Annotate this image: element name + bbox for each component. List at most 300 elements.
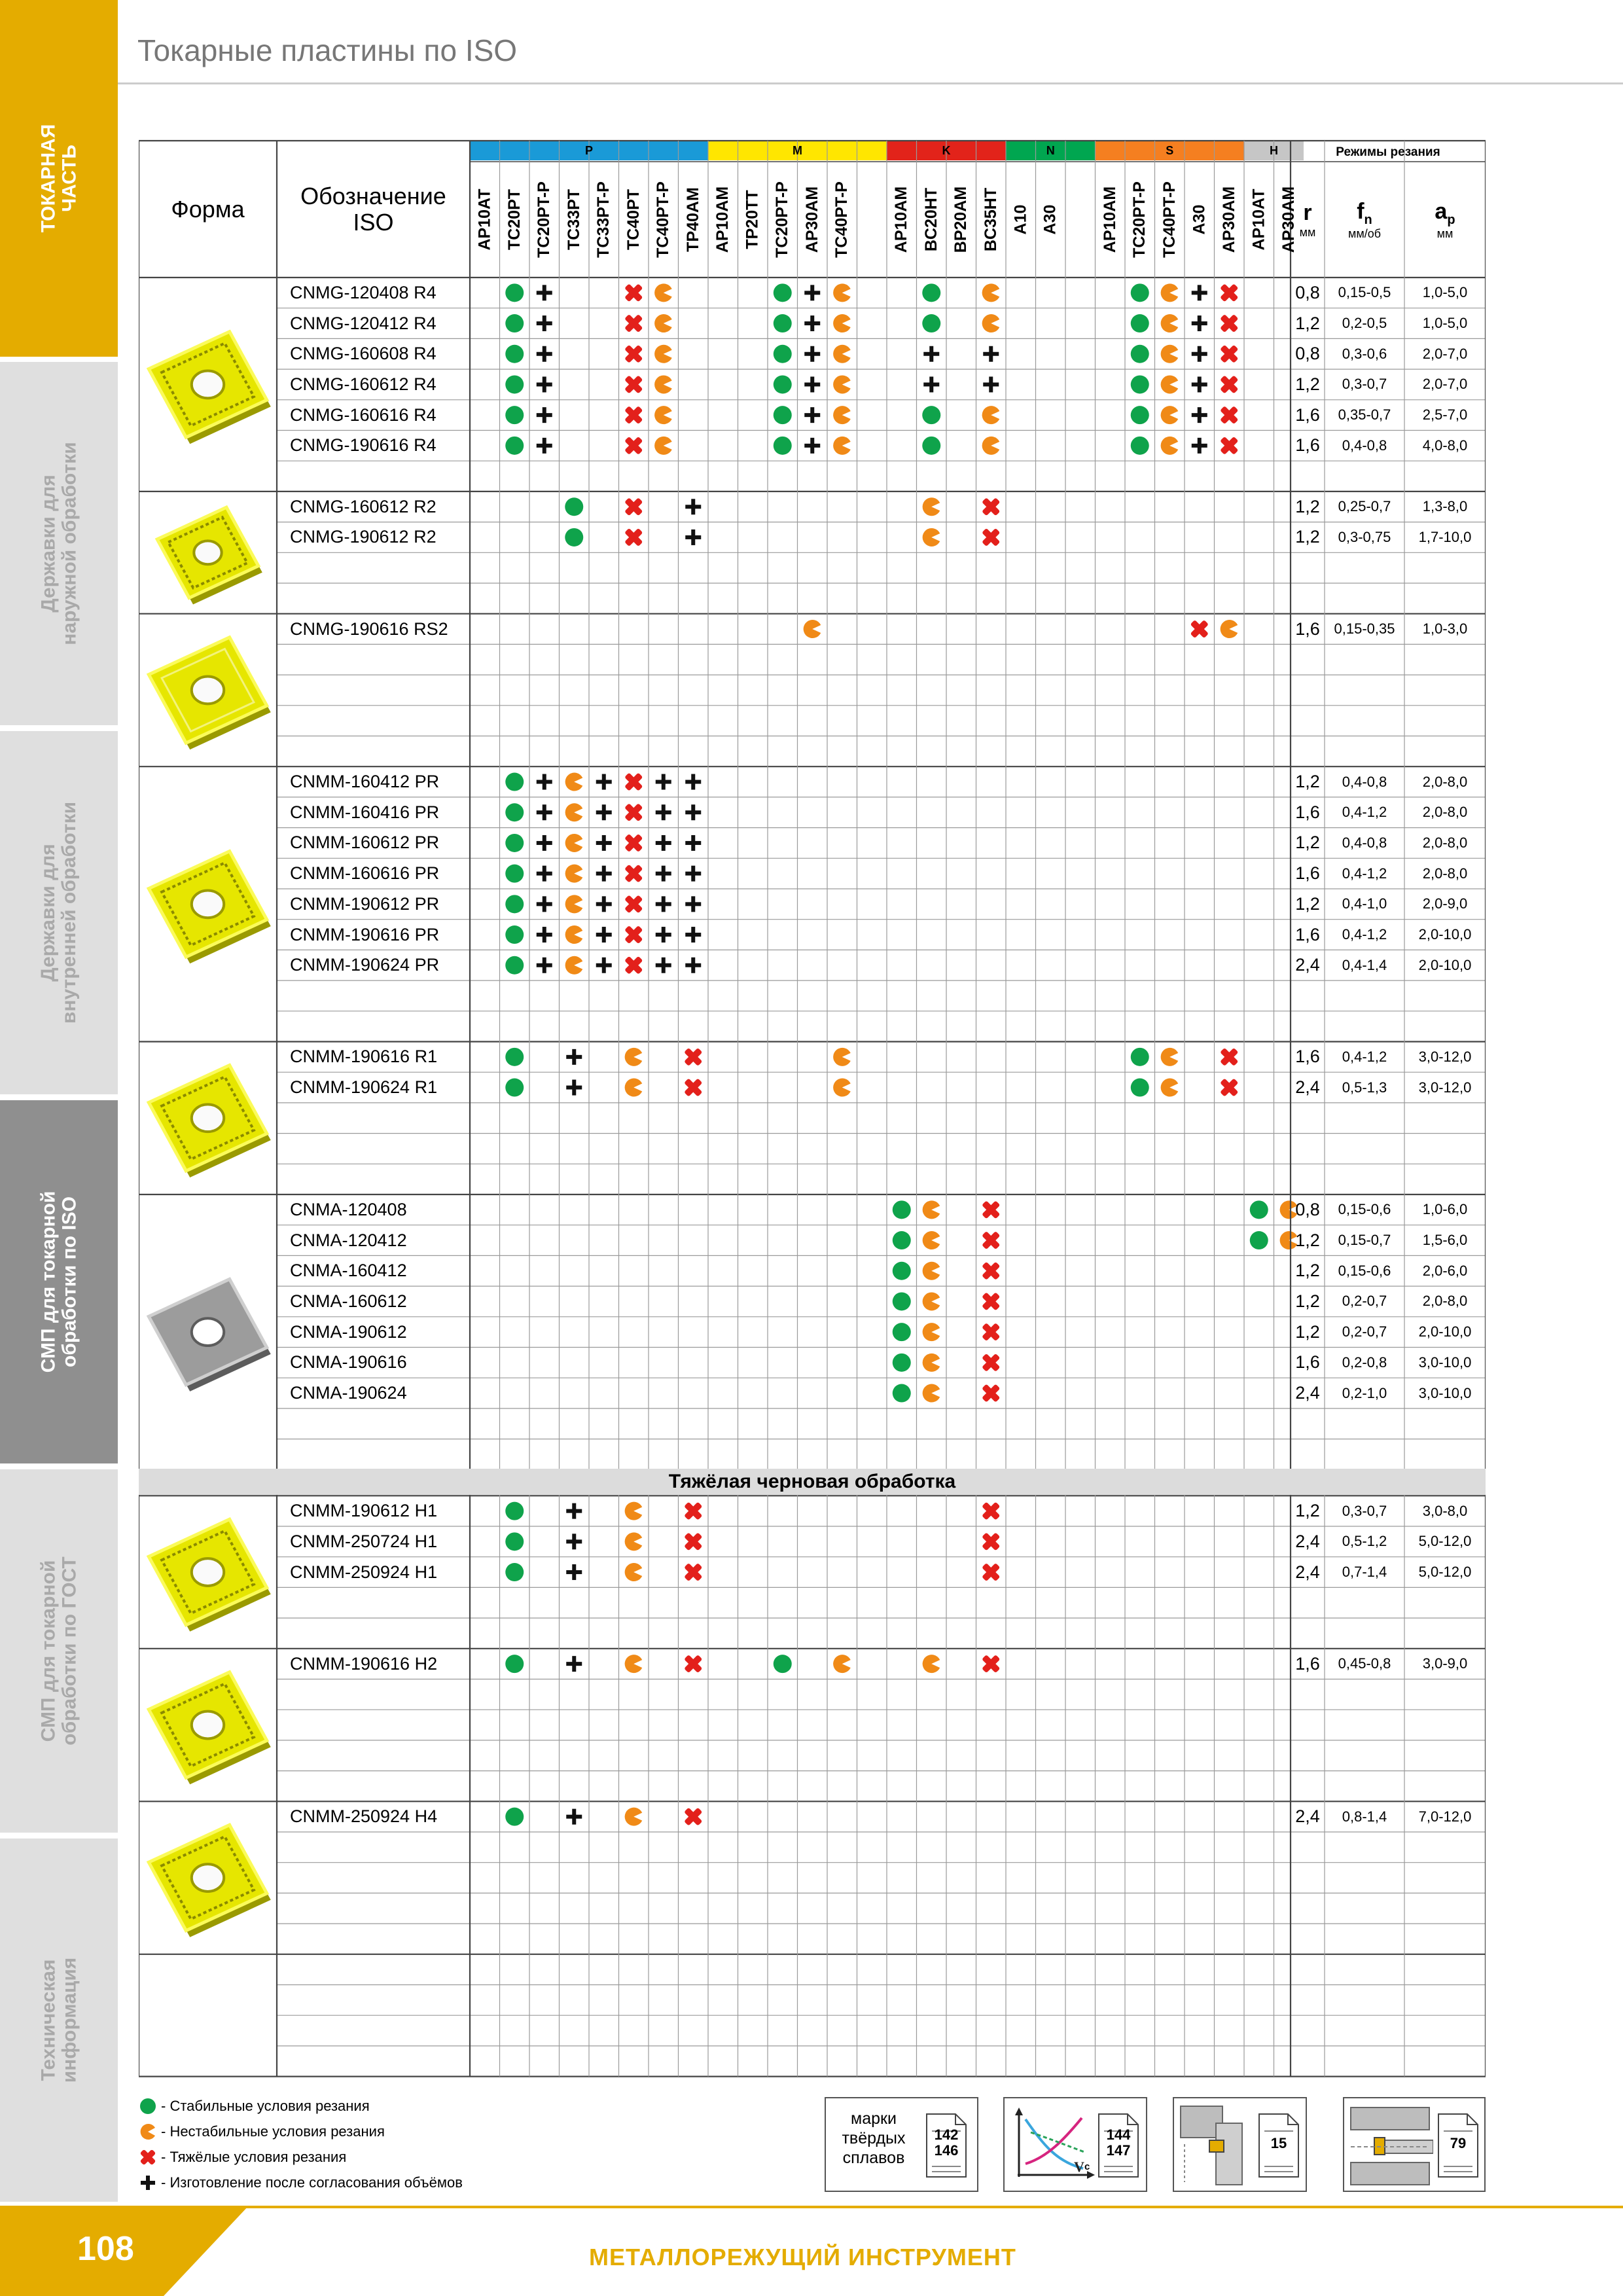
depth-of-cut-value: 1,7-10,0	[1418, 528, 1472, 545]
corner-radius-value: 1,2	[1295, 1261, 1320, 1281]
feed-value: 0,5-1,3	[1342, 1079, 1387, 1096]
grade-column-header: AP10AM	[892, 186, 911, 253]
orange-pacman-icon	[833, 345, 851, 363]
corner-radius-value: 1,6	[1295, 404, 1320, 425]
external-holder-icon	[1178, 2104, 1255, 2187]
corner-radius-value: 1,6	[1295, 1352, 1320, 1372]
feed-value: 0,7-1,4	[1342, 1564, 1387, 1581]
grade-column-header: TC20PT-P	[1130, 181, 1149, 258]
plus-icon	[1192, 315, 1207, 331]
insert-designation: CNMA-190612	[290, 1321, 407, 1342]
plus-icon	[537, 958, 552, 973]
ref-carbide-grades[interactable]	[825, 2097, 978, 2192]
insert-designation: CNMM-190624 PR	[290, 955, 440, 975]
feed-value: 0,3-0,6	[1342, 345, 1387, 362]
plus-icon	[537, 285, 552, 300]
corner-radius-value: 1,6	[1295, 619, 1320, 639]
sidebar-tab-turning[interactable]: ТОКАРНАЯ ЧАСТЬ	[0, 0, 118, 357]
chart-subscript: c	[1084, 2161, 1090, 2172]
feed-value: 0,2-0,5	[1342, 315, 1387, 332]
plus-icon	[537, 896, 552, 912]
green-circle-icon	[505, 834, 524, 852]
material-group-label: K	[942, 143, 951, 157]
corner-radius-value: 1,2	[1295, 1230, 1320, 1250]
feed-value: 0,4-0,8	[1342, 437, 1387, 454]
depth-of-cut-value: 1,3-8,0	[1422, 498, 1468, 515]
header-cutting-modes: Режимы резания	[1336, 145, 1440, 159]
green-circle-icon	[774, 375, 792, 393]
plus-icon	[685, 958, 701, 973]
feed-value: 0,4-1,2	[1342, 865, 1387, 882]
insert-designation: CNMA-160412	[290, 1261, 407, 1281]
plus-icon	[537, 866, 552, 882]
green-circle-icon	[1250, 1231, 1268, 1249]
green-circle-icon	[774, 437, 792, 455]
orange-pacman-icon	[565, 895, 583, 913]
green-circle-icon	[565, 497, 583, 516]
feed-value: 0,4-1,4	[1342, 956, 1387, 973]
footer-brand: МЕТАЛЛОРЕЖУЩИЙ ИНСТРУМЕНТ	[589, 2244, 1016, 2270]
depth-of-cut-value: 3,0-10,0	[1418, 1354, 1472, 1371]
insert-designation: CNMM-190616 R1	[290, 1047, 438, 1067]
red-cross-icon	[620, 524, 647, 551]
legend-on-request: - Изготовление после согласования объёмов	[139, 2174, 463, 2192]
ref-external-holders[interactable]	[1173, 2097, 1307, 2192]
plus-icon	[537, 835, 552, 851]
green-circle-icon	[505, 956, 524, 975]
depth-of-cut-value: 2,0-7,0	[1422, 345, 1468, 362]
page-title: Токарные пластины по ISO	[137, 33, 518, 67]
inserts-table	[139, 138, 1486, 2080]
green-circle-icon	[774, 345, 792, 363]
material-group-label: H	[1270, 143, 1278, 157]
corner-radius-value: 1,2	[1295, 1321, 1320, 1342]
orange-pacman-icon	[923, 1354, 940, 1372]
feed-value: 0,2-1,0	[1342, 1384, 1387, 1401]
plus-icon	[596, 896, 612, 912]
orange-pacman-icon	[139, 2123, 157, 2141]
grade-column-header: AP10AM	[1100, 186, 1119, 253]
red-cross-icon	[977, 524, 1005, 551]
orange-pacman-icon	[1161, 345, 1179, 363]
corner-radius-value: 2,4	[1295, 1806, 1320, 1827]
sidebar-tab-iso-inserts[interactable]: СМП для токарной обработки по ISO	[0, 1100, 118, 1463]
green-circle-icon	[774, 406, 792, 424]
plus-icon	[537, 774, 552, 790]
orange-pacman-icon	[982, 437, 1000, 455]
depth-of-cut-value: 1,0-5,0	[1422, 315, 1468, 332]
red-cross-icon	[1215, 1043, 1243, 1071]
feed-value: 0,2-0,8	[1342, 1354, 1387, 1371]
green-circle-icon	[893, 1231, 911, 1249]
green-circle-icon	[922, 437, 940, 455]
feed-value: 0,2-0,7	[1342, 1293, 1387, 1310]
sidebar-tab-external-holders[interactable]: Державки для наружной обработки	[0, 362, 118, 725]
orange-pacman-icon	[1161, 1079, 1179, 1097]
plus-icon	[537, 804, 552, 820]
sidebar-tab-technical-info[interactable]: Техническая информация	[0, 1839, 118, 2202]
depth-of-cut-value: 2,0-10,0	[1418, 1323, 1472, 1340]
red-cross-icon	[977, 493, 1005, 520]
depth-of-cut-value: 3,0-10,0	[1418, 1384, 1472, 1401]
orange-pacman-icon	[923, 1323, 940, 1341]
feed-value: 0,25-0,7	[1338, 498, 1391, 515]
orange-pacman-icon	[625, 1655, 643, 1673]
grade-column-header: TC20PT-P	[535, 181, 554, 258]
header-r: r мм	[1299, 200, 1316, 239]
orange-pacman-icon	[923, 1655, 940, 1673]
plus-icon	[685, 896, 701, 912]
corner-radius-value: 1,2	[1295, 527, 1320, 547]
green-circle-icon	[505, 1048, 524, 1066]
corner-radius-value: 1,2	[1295, 893, 1320, 914]
corner-radius-value: 1,2	[1295, 1291, 1320, 1311]
red-cross-icon	[977, 1227, 1005, 1254]
insert-designation: CNMM-250724 H1	[290, 1531, 438, 1551]
red-cross-icon	[620, 279, 647, 306]
cnmm-insert-image	[149, 332, 271, 444]
plus-icon	[1192, 346, 1207, 362]
feed-value: 0,3-0,75	[1338, 528, 1391, 545]
orange-pacman-icon	[654, 345, 672, 363]
red-cross-icon	[1215, 310, 1243, 337]
page-footer	[0, 2206, 1623, 2296]
orange-pacman-icon	[923, 1231, 940, 1249]
legend-heavy: - Тяжёлые условия резания	[139, 2148, 346, 2166]
red-cross-icon	[977, 1349, 1005, 1376]
red-cross-icon	[679, 1650, 707, 1677]
green-circle-icon	[774, 283, 792, 302]
insert-designation: CNMG-160612 R2	[290, 496, 437, 516]
green-circle-icon	[505, 803, 524, 821]
grade-column-header: TP20TT	[743, 189, 762, 249]
red-cross-icon	[977, 1379, 1005, 1407]
plus-icon	[804, 285, 820, 300]
green-circle-icon	[505, 773, 524, 791]
grade-column-header: AP10AT	[1249, 188, 1268, 251]
green-circle-icon	[505, 865, 524, 883]
ref-internal-page: 79	[1450, 2135, 1467, 2151]
legend-unstable: - Нестабильные условия резания	[139, 2123, 385, 2141]
orange-pacman-icon	[654, 406, 672, 424]
feed-value: 0,15-0,5	[1338, 284, 1391, 301]
cnma-insert-image	[149, 1279, 271, 1391]
red-cross-icon	[620, 859, 647, 887]
orange-pacman-icon	[625, 1502, 643, 1520]
depth-of-cut-value: 2,0-8,0	[1422, 834, 1468, 851]
feed-value: 0,8-1,4	[1342, 1808, 1387, 1825]
corner-radius-value: 1,6	[1295, 1047, 1320, 1067]
ref-external-page: 15	[1270, 2135, 1287, 2151]
corner-radius-value: 1,2	[1295, 1501, 1320, 1521]
feed-value: 0,5-1,2	[1342, 1533, 1387, 1550]
insert-designation: CNMM-250924 H4	[290, 1806, 438, 1827]
header-feed: $f_n$ мм/об	[1347, 198, 1382, 241]
plus-icon	[566, 1656, 582, 1672]
plus-icon	[685, 774, 701, 790]
orange-pacman-icon	[833, 375, 851, 393]
insert-designation: CNMM-160616 PR	[290, 863, 440, 884]
plus-icon	[596, 927, 612, 942]
red-cross-icon	[1215, 432, 1243, 459]
cnmm-insert-image	[149, 1672, 271, 1785]
corner-radius-value: 1,6	[1295, 1653, 1320, 1674]
plus-icon	[566, 1809, 582, 1825]
plus-icon	[656, 896, 671, 912]
depth-of-cut-value: 1,0-6,0	[1422, 1201, 1468, 1218]
green-circle-icon	[1131, 345, 1149, 363]
corner-radius-value: 2,4	[1295, 1562, 1320, 1582]
plus-icon	[566, 1503, 582, 1519]
plus-icon	[983, 346, 999, 362]
svg-text:V: V	[1074, 2159, 1084, 2175]
green-circle-icon	[505, 345, 524, 363]
depth-of-cut-value: 2,0-7,0	[1422, 376, 1468, 393]
insert-designation: CNMG-160616 R4	[290, 404, 437, 425]
grade-column-header: TC40PT	[624, 188, 643, 250]
orange-pacman-icon	[833, 1655, 851, 1673]
grade-column-header: AP10AM	[713, 186, 732, 253]
red-cross-icon	[977, 1257, 1005, 1285]
feed-value: 0,15-0,6	[1338, 1262, 1391, 1279]
sidebar-tab-internal-holders[interactable]: Державки для внутренней обработки	[0, 731, 118, 1094]
green-circle-icon	[774, 1655, 792, 1673]
orange-pacman-icon	[923, 497, 940, 516]
green-circle-icon	[505, 1502, 524, 1520]
wear-chart-icon	[1011, 2106, 1096, 2185]
insert-designation: CNMM-250924 H1	[290, 1562, 438, 1582]
grade-column-header: TP40AM	[683, 187, 702, 252]
grade-column-header: BC20HT	[921, 187, 940, 251]
insert-designation: CNMM-190616 PR	[290, 924, 440, 944]
plus-icon	[656, 804, 671, 820]
depth-of-cut-value: 2,0-10,0	[1418, 956, 1472, 973]
depth-of-cut-value: 2,5-7,0	[1422, 406, 1468, 423]
corner-radius-value: 0,8	[1295, 282, 1320, 302]
insert-designation: CNMM-160612 PR	[290, 833, 440, 853]
sidebar-tab-gost-inserts[interactable]: СМП для токарной обработки по ГОСТ	[0, 1469, 118, 1833]
plus-icon	[537, 346, 552, 362]
plus-icon	[923, 346, 939, 362]
green-circle-icon	[505, 437, 524, 455]
feed-value: 0,4-0,8	[1342, 773, 1387, 790]
green-circle-icon	[505, 1655, 524, 1673]
cnmm-insert-image	[149, 1825, 271, 1937]
plus-icon	[566, 1564, 582, 1580]
feed-value: 0,4-0,8	[1342, 834, 1387, 851]
material-group-label: S	[1166, 143, 1174, 157]
orange-pacman-icon	[923, 1384, 940, 1403]
orange-pacman-icon	[833, 1079, 851, 1097]
legend-stable: - Стабильные условия резания	[139, 2097, 370, 2115]
grade-column-header: AP10AT	[475, 188, 494, 251]
green-circle-icon	[505, 1563, 524, 1581]
depth-of-cut-value: 2,0-9,0	[1422, 895, 1468, 912]
plus-icon	[685, 529, 701, 545]
orange-pacman-icon	[565, 925, 583, 944]
green-circle-icon	[505, 375, 524, 393]
green-circle-icon	[1131, 1048, 1149, 1066]
insert-designation: CNMG-190616 RS2	[290, 619, 448, 639]
plus-icon	[566, 1080, 582, 1096]
feed-value: 0,15-0,35	[1334, 620, 1395, 637]
orange-pacman-icon	[625, 1048, 643, 1066]
green-circle-icon	[1131, 314, 1149, 332]
plus-icon	[596, 866, 612, 882]
grade-column-header: BC35HT	[981, 187, 1000, 251]
red-cross-icon	[620, 432, 647, 459]
depth-of-cut-value: 2,0-6,0	[1422, 1262, 1468, 1279]
depth-of-cut-value: 1,0-3,0	[1422, 620, 1468, 637]
corner-radius-value: 1,2	[1295, 374, 1320, 394]
red-cross-icon	[620, 798, 647, 826]
green-circle-icon	[505, 314, 524, 332]
red-cross-icon	[679, 1043, 707, 1071]
green-circle-icon	[505, 1808, 524, 1826]
grade-column-header: BP20AM	[952, 186, 971, 253]
ref-cutting-speed-chart[interactable]	[1003, 2097, 1147, 2192]
grade-column-header: AP30AM	[802, 186, 821, 253]
orange-pacman-icon	[833, 406, 851, 424]
material-group-label: N	[1046, 143, 1055, 157]
plus-icon	[596, 804, 612, 820]
red-cross-icon	[620, 768, 647, 795]
plus-icon	[685, 835, 701, 851]
green-circle-icon	[893, 1262, 911, 1280]
material-group-label: P	[584, 143, 593, 157]
plus-icon	[596, 774, 612, 790]
green-circle-icon	[565, 528, 583, 547]
red-cross-icon	[620, 310, 647, 337]
corner-radius-value: 1,2	[1295, 496, 1320, 516]
feed-value: 0,4-1,2	[1342, 926, 1387, 943]
header-designation: Обозначение ISO	[300, 183, 446, 236]
orange-pacman-icon	[625, 1808, 643, 1826]
corner-radius-value: 1,2	[1295, 313, 1320, 333]
grade-column-header: A30	[1041, 204, 1060, 234]
ref-internal-holders[interactable]	[1343, 2097, 1486, 2192]
orange-pacman-icon	[833, 1048, 851, 1066]
orange-pacman-icon	[625, 1532, 643, 1551]
red-cross-icon	[1215, 340, 1243, 368]
cnmm-insert-image	[149, 1519, 271, 1632]
orange-pacman-icon	[565, 773, 583, 791]
red-cross-icon	[1186, 615, 1213, 643]
orange-pacman-icon	[625, 1079, 643, 1097]
insert-designation: CNMM-160416 PR	[290, 802, 440, 822]
green-circle-icon	[1131, 283, 1149, 302]
grade-column-header: A10	[1011, 204, 1030, 234]
plus-icon	[537, 315, 552, 331]
plus-icon	[804, 407, 820, 423]
orange-pacman-icon	[923, 1200, 940, 1219]
plus-icon	[685, 499, 701, 514]
heavy-roughing-section-title: Тяжёлая черновая обработка	[139, 1469, 1486, 1495]
plus-icon	[139, 2174, 157, 2192]
corner-radius-value: 0,8	[1295, 344, 1320, 364]
plus-icon	[656, 835, 671, 851]
corner-radius-value: 2,4	[1295, 1077, 1320, 1098]
plus-icon	[537, 927, 552, 942]
plus-icon	[537, 438, 552, 454]
insert-designation: CNMG-160612 R4	[290, 374, 437, 394]
red-cross-icon	[1215, 1073, 1243, 1101]
ref-grades-label: марки твёрдых сплавов	[842, 2109, 906, 2167]
plus-icon	[1192, 285, 1207, 300]
insert-designation: CNMA-190616	[290, 1352, 407, 1372]
red-cross-icon	[977, 1528, 1005, 1555]
depth-of-cut-value: 7,0-12,0	[1418, 1808, 1472, 1825]
insert-designation: CNMA-120412	[290, 1230, 407, 1250]
corner-radius-value: 1,6	[1295, 435, 1320, 456]
depth-of-cut-value: 5,0-12,0	[1418, 1533, 1472, 1550]
ref-chart-pages: 144 147	[1106, 2126, 1131, 2159]
red-cross-icon	[620, 829, 647, 857]
plus-icon	[983, 376, 999, 392]
header-forma: Форма	[171, 196, 245, 223]
plus-icon	[566, 1049, 582, 1065]
material-group-label: M	[793, 143, 802, 157]
corner-radius-value: 2,4	[1295, 1383, 1320, 1403]
insert-designation: CNMA-160612	[290, 1291, 407, 1311]
grade-column-header: TC20PT-P	[773, 181, 792, 258]
green-circle-icon	[893, 1323, 911, 1341]
green-circle-icon	[505, 895, 524, 913]
green-circle-icon	[1131, 375, 1149, 393]
depth-of-cut-value: 1,0-5,0	[1422, 284, 1468, 301]
green-circle-icon	[893, 1384, 911, 1403]
grade-column-header: TC40PT-P	[832, 181, 851, 258]
grade-column-header: AP30AM	[1219, 186, 1238, 253]
depth-of-cut-value: 2,0-8,0	[1422, 1293, 1468, 1310]
red-cross-icon	[620, 401, 647, 429]
plus-icon	[804, 376, 820, 392]
feed-value: 0,4-1,2	[1342, 1048, 1387, 1065]
red-cross-icon	[977, 1497, 1005, 1524]
green-circle-icon	[1131, 1079, 1149, 1097]
red-cross-icon	[679, 1803, 707, 1830]
orange-pacman-icon	[833, 437, 851, 455]
red-cross-icon	[620, 890, 647, 918]
ref-grades-pages: 142 146	[934, 2126, 959, 2159]
plus-icon	[804, 438, 820, 454]
grade-column-header: TC33PT-P	[594, 181, 613, 258]
red-cross-icon	[620, 370, 647, 398]
green-circle-icon	[893, 1200, 911, 1219]
orange-pacman-icon	[1161, 314, 1179, 332]
header-depth: $a_p$ мм	[1435, 198, 1455, 241]
plus-icon	[656, 927, 671, 942]
grade-column-header: TC20PT	[505, 188, 524, 250]
insert-designation: CNMM-190616 H2	[290, 1653, 438, 1674]
plus-icon	[656, 866, 671, 882]
orange-pacman-icon	[654, 283, 672, 302]
grade-column-header: TC40PT-P	[1160, 181, 1179, 258]
orange-pacman-icon	[654, 437, 672, 455]
green-circle-icon	[1131, 406, 1149, 424]
green-circle-icon	[139, 2097, 157, 2115]
plus-icon	[537, 376, 552, 392]
depth-of-cut-value: 3,0-12,0	[1418, 1048, 1472, 1065]
depth-of-cut-value: 1,5-6,0	[1422, 1232, 1468, 1249]
cnmm-insert-image	[149, 852, 271, 964]
cnmm-insert-image	[149, 637, 271, 749]
green-circle-icon	[1131, 437, 1149, 455]
insert-designation: CNMG-120412 R4	[290, 313, 437, 333]
feed-value: 0,45-0,8	[1338, 1655, 1391, 1672]
depth-of-cut-value: 4,0-8,0	[1422, 437, 1468, 454]
red-cross-icon	[1215, 279, 1243, 306]
